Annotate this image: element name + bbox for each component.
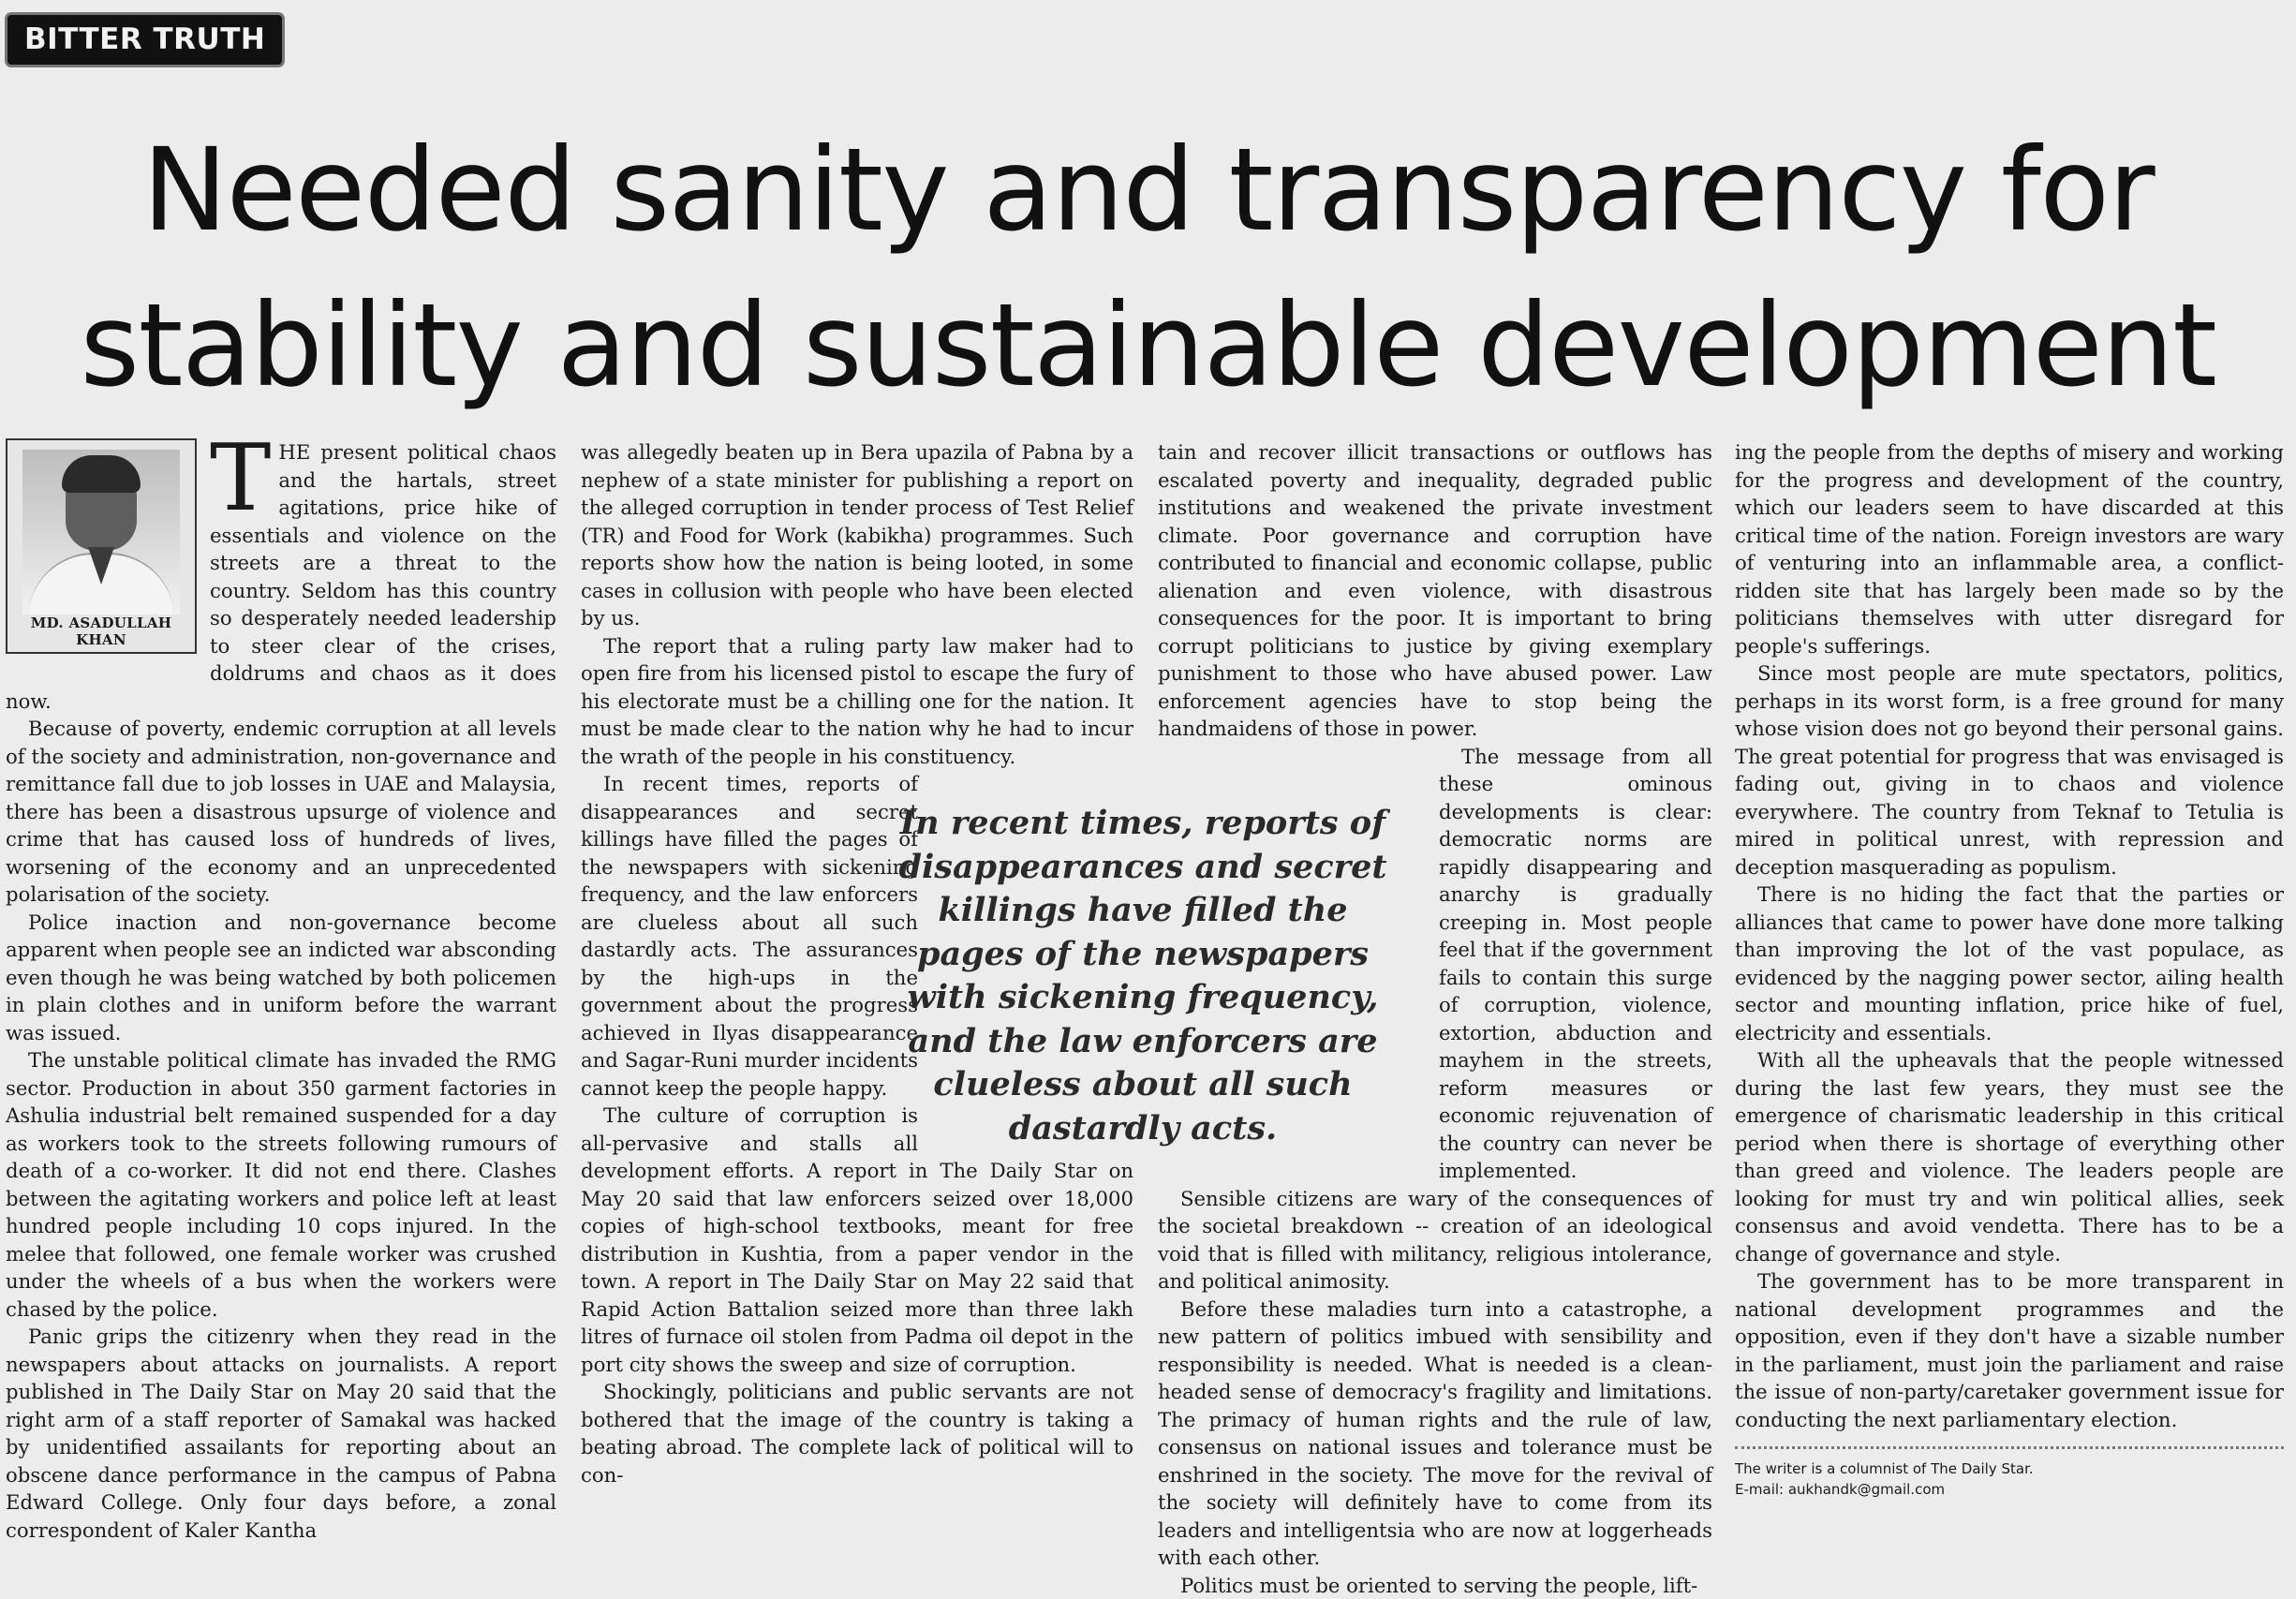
paragraph: The culture of corruption is all-pervasive and stalls all development efforts. A report in The Daily Star on May 20 said that law enforcers seized over 18,000 copies of high-school textbooks, meant for free distribution in Kushtia, from a paper vendor in the town. A report in The Daily Star on May 22 said that Rapid Action Battalion seized more than three lakh litres of furnace oil stolen from Padma oil depot in the port city shows the sweep and size of corruption. [581, 1102, 1133, 1378]
paragraph: was allegedly beaten up in Bera upazila of Pabna by a nephew of a state minister for publishing a report on the alleged corruption in tender process of Test Relief (TR) and Food for Work (kabikha) programmes. Such reports show how the nation is being looted, in some cases in collusion with people who have been elected by us. [581, 438, 1133, 632]
author-photo-box [6, 438, 197, 654]
headline-line-1: Needed sanity and transparency for [142, 124, 2154, 257]
section-kicker: BITTER TRUTH [7, 15, 282, 65]
paragraph: The message from all these ominous developments is clear: democratic norms are rapidly disappearing and anarchy is gradually creeping in. Most people feel that if the government fails to contain this surge of corruption, violence, extortion, abduction and mayhem in the streets, reform measures or economic rejuvenation of the country can never be implemented. [1158, 743, 1712, 1185]
paragraph: Sensible citizens are wary of the consequences of the societal breakdown -- creation of an ideological void that is filled with militancy, religious intolerance, and political animosity. [1158, 1185, 1712, 1295]
pull-quote: In recent times, reports of disappearances and secret killings have filled the pages of the newspapers with sickening frequency, and the law enforcers are clueless about all such dastardly acts. [881, 802, 1405, 1150]
paragraph: Panic grips the citizenry when they read in the newspapers about attacks on journalists. A report published in The Daily Star on May 20 said that the right arm of a staff reporter of Samakal was hacked by unidentified assailants for reporting about an obscene dance performance in the campus of Pabna Edward College. Only four days before, a zonal correspondent of Kaler Kantha [6, 1323, 556, 1544]
paragraph: There is no hiding the fact that the parties or alliances that came to power have done more talking than improving the lot of the vast populace, as evidenced by the nagging power sector, ailing health sector and mounting inflation, price hike of fuel, electricity and essentials. [1735, 881, 2284, 1046]
author-photo [22, 450, 180, 614]
paragraph: Before these maladies turn into a catastrophe, a new pattern of politics imbued with sensibility and responsibility is needed. What is needed is a clean-headed sense of democracy's fragility and limitations. The primacy of human rights and the rule of law, consensus on national issues and tolerance must be enshrined in the society. The move for the revival of the society will definitely have to come from its leaders and intelligentsia who are now at loggerheads with each other. [1158, 1295, 1712, 1572]
paragraph: ing the people from the depths of misery and working for the progress and development of the country, which our leaders seem to have discarded at this critical time of the nation. Foreign investors are wary of venturing into an inflammable area, a conflict- ridden site that has largely been made so by the politicians themselves with utter disregard for people's sufferings. [1735, 438, 2284, 659]
paragraph: Shockingly, politicians and public servants are not bothered that the image of the country is taking a beating abroad. The complete lack of political will to con- [581, 1378, 1133, 1488]
paragraph: The report that a ruling party law maker had to open fire from his licensed pistol to escape the fury of his electorate must be a chilling one for the nation. It must be made clear to the nation why he had to incur the wrath of the people in his constituency. [581, 632, 1133, 771]
paragraph: Police inaction and non-governance become apparent when people see an indicted war absconding even though he was being watched by both policemen in plain clothes and in uniform before the warrant was issued. [6, 909, 556, 1047]
paragraph: With all the upheavals that the people witnessed during the last few years, they must see the emergence of charismatic leadership in this critical period when there is shortage of everything other than greed and violence. The leaders people are looking for must try and win political allies, seek consensus and avoid vendetta. There has to be a change of governance and style. [1735, 1046, 2284, 1267]
headline-line-2: stability and sustainable development [81, 279, 2216, 412]
author-note-columnist: The writer is a columnist of The Daily Star. [1735, 1458, 2284, 1479]
article-column-4 [1735, 438, 2284, 1488]
paragraph: Since most people are mute spectators, politics, perhaps in its worst form, is a free ground for many whose vision does not go beyond their personal gains. The great potential for progress that was envisaged is fading out, giving in to chaos and violence everywhere. The country from Teknaf to Tetulia is mired in political unrest, with repression and deception masquerading as populism. [1735, 659, 2284, 881]
article-column-1 [6, 438, 556, 1488]
author-email: E-mail: aukhandk@gmail.com [1735, 1479, 2284, 1500]
paragraph: In recent times, reports of disappearances and secret killings have filled the pages of the newspapers with sickening frequency, and the law enforcers are clueless about all such dastardly acts. The assurances by the high-ups in the government about the progress achieved in Ilyas disappearance and Sagar-Runi murder incidents cannot keep the people happy. [581, 770, 1133, 1102]
author-byline: MD. ASADULLAH KHAN [7, 614, 195, 648]
author-note [1735, 1446, 2284, 1500]
paragraph: Politics must be oriented to serving the people, lift- [1158, 1572, 1712, 1599]
paragraph: Because of poverty, endemic corruption at all levels of the society and administration, non-governance and remittance fall due to job losses in UAE and Malaysia, there has been a disastrous upsurge of violence and crime that has caused loss of hundreds of lives, worsening of the economy and an unprecedented polarisation of the society. [6, 715, 556, 909]
paragraph: The unstable political climate has invaded the RMG sector. Production in about 350 garment factories in Ashulia industrial belt remained suspended for a day as workers took to the streets following rumours of death of a co-worker. It did not end there. Clashes between the agitating workers and police left at least hundred people including 10 cops injured. In the melee that followed, one female worker was crushed under the wheels of a bus when the workers were chased by the police. [6, 1046, 556, 1323]
paragraph-text: HE present political chaos and the hartals, street agitations, price hike of essentials and violence on the streets are a threat to the country. Seldom has this country so desperately needed leadership to steer clear of the crises, doldrums and chaos as it does now. [6, 440, 556, 713]
headline [0, 112, 2296, 423]
drop-cap: T [210, 442, 271, 515]
paragraph: tain and recover illicit transactions or outflows has escalated poverty and inequality, degraded public institutions and weakened the private investment climate. Poor governance and corruption have contributed to financial and economic collapse, public alienation and even violence, with disastrous consequences for the poor. It is important to bring corrupt politicians to justice by giving exemplary punishment to those who have abused power. Law enforcement agencies have to stop being the handmaidens of those in power. [1158, 438, 1712, 743]
paragraph: The government has to be more transparent in national development programmes and the opposition, even if they don't have a sizable number in the parliament, must join the parliament and raise the issue of non-party/caretaker government issue for conducting the next parliamentary election. [1735, 1267, 2284, 1433]
